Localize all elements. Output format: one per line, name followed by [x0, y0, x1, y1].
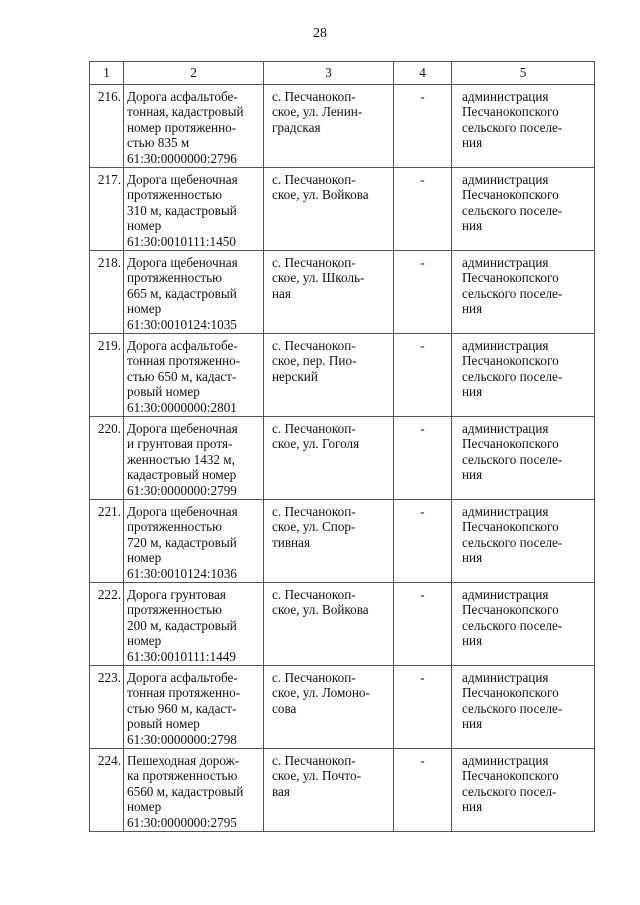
- cell-line: номер: [127, 301, 162, 317]
- object-description: [124, 417, 264, 500]
- cell-line: 61:30:0000000:2795: [127, 814, 237, 830]
- cell-line: Песчанокопского: [462, 436, 559, 452]
- cell-line: с. Песчанокоп-: [272, 421, 356, 436]
- object-address: [264, 168, 394, 251]
- cell-line: 310 м, кадастровый: [127, 202, 237, 218]
- rights-holder: [452, 749, 595, 832]
- object-description: [124, 251, 264, 334]
- cell-line: 61:30:0010111:1450: [127, 233, 236, 249]
- cell-line: ское, ул. Ленин-: [272, 104, 363, 120]
- row-number: 224.: [90, 749, 124, 832]
- table-row: [90, 168, 595, 251]
- cell-line: 61:30:0010124:1035: [127, 316, 237, 332]
- cell-line: ское, ул. Войкова: [272, 602, 369, 618]
- cell-line: с. Песчанокоп-: [272, 753, 356, 768]
- cell-line: протяженностью: [127, 187, 223, 203]
- row-number: 219.: [90, 334, 124, 417]
- cell-line: Песчанокопского: [462, 768, 559, 784]
- cell-line: администрация: [462, 670, 549, 685]
- cell-line: Дорога асфальтобе-: [127, 670, 238, 685]
- rights-holder: [452, 334, 595, 417]
- cell-line: 665 м, кадастровый: [127, 285, 237, 301]
- column-header-4: 4: [394, 62, 452, 85]
- column-4-value: -: [394, 583, 452, 666]
- cell-line: Песчанокопского: [462, 685, 559, 701]
- table-row: [90, 251, 595, 334]
- cell-line: вая: [272, 783, 290, 799]
- cell-line: номер: [127, 218, 162, 234]
- object-address: [264, 583, 394, 666]
- cell-line: Дорога щебеночная: [127, 255, 238, 270]
- cell-line: сельского поселе-: [462, 368, 563, 384]
- cell-line: сельского поселе-: [462, 285, 563, 301]
- cell-line: сельского поселе-: [462, 202, 563, 218]
- cell-line: Песчанокопского: [462, 270, 559, 286]
- cell-line: 61:30:0000000:2796: [127, 150, 237, 166]
- table-row: [90, 500, 595, 583]
- object-description: [124, 334, 264, 417]
- cell-line: номер: [127, 550, 162, 566]
- table-row: [90, 334, 595, 417]
- object-address: [264, 85, 394, 168]
- cell-line: администрация: [462, 172, 549, 187]
- cell-line: с. Песчанокоп-: [272, 587, 356, 602]
- cell-line: ная: [272, 285, 291, 301]
- row-number: 221.: [90, 500, 124, 583]
- object-description: [124, 500, 264, 583]
- cell-line: ния: [462, 135, 483, 151]
- table-row: [90, 749, 595, 832]
- cell-line: администрация: [462, 89, 549, 104]
- row-number: 220.: [90, 417, 124, 500]
- row-number: 223.: [90, 666, 124, 749]
- cell-line: стью 960 м, кадаст-: [127, 700, 237, 716]
- cell-line: сельского поселе-: [462, 617, 563, 633]
- cell-line: Дорога грунтовая: [127, 587, 226, 602]
- object-address: [264, 251, 394, 334]
- cell-line: администрация: [462, 255, 549, 270]
- cell-line: 61:30:0000000:2801: [127, 399, 237, 415]
- cell-line: и грунтовая протя-: [127, 436, 233, 452]
- page-number: 28: [313, 26, 327, 41]
- cell-line: администрация: [462, 421, 549, 436]
- object-description: [124, 85, 264, 168]
- object-address: [264, 334, 394, 417]
- column-header-2: 2: [124, 62, 264, 85]
- cell-line: Песчанокопского: [462, 104, 559, 120]
- row-number: 217.: [90, 168, 124, 251]
- column-4-value: -: [394, 500, 452, 583]
- cell-line: ния: [462, 384, 483, 400]
- cell-line: сельского поселе-: [462, 119, 563, 135]
- cell-line: ское, ул. Спор-: [272, 519, 356, 535]
- cell-line: 61:30:0000000:2799: [127, 482, 237, 498]
- cell-line: кадастровый номер: [127, 467, 237, 483]
- cell-line: Дорога асфальтобе-: [127, 338, 238, 353]
- cell-line: 200 м, кадастровый: [127, 617, 237, 633]
- cell-line: ка протяженностью: [127, 768, 238, 784]
- cell-line: стью 650 м, кадаст-: [127, 368, 237, 384]
- cell-line: Дорога асфальтобе-: [127, 89, 238, 104]
- cell-line: сельского поселе-: [462, 534, 563, 550]
- cell-line: Песчанокопского: [462, 602, 559, 618]
- column-header-3: 3: [264, 62, 394, 85]
- cell-line: 6560 м, кадастровый: [127, 783, 244, 799]
- row-number: 216.: [90, 85, 124, 168]
- object-description: [124, 583, 264, 666]
- object-address: [264, 417, 394, 500]
- cell-line: тивная: [272, 534, 311, 550]
- cell-line: тонная протяженно-: [127, 353, 241, 369]
- object-description: [124, 168, 264, 251]
- cell-line: номер протяженно-: [127, 119, 237, 135]
- column-4-value: -: [394, 417, 452, 500]
- cell-line: с. Песчанокоп-: [272, 89, 356, 104]
- object-description: [124, 666, 264, 749]
- cell-line: тонная, кадастровый: [127, 104, 244, 120]
- object-description: [124, 749, 264, 832]
- cell-line: 61:30:0010111:1449: [127, 648, 236, 664]
- object-address: [264, 666, 394, 749]
- cell-line: ния: [462, 716, 483, 732]
- cell-line: администрация: [462, 587, 549, 602]
- cell-line: Пешеходная дорож-: [127, 753, 240, 768]
- row-number: 222.: [90, 583, 124, 666]
- cell-line: ния: [462, 467, 483, 483]
- rights-holder: [452, 666, 595, 749]
- cell-line: 720 м, кадастровый: [127, 534, 237, 550]
- cell-line: ское, ул. Войкова: [272, 187, 369, 203]
- cell-line: градская: [272, 119, 321, 135]
- column-header-5: 5: [452, 62, 595, 85]
- cell-line: ния: [462, 550, 483, 566]
- table-row: [90, 417, 595, 500]
- rights-holder: [452, 168, 595, 251]
- cell-line: ское, ул. Ломоно-: [272, 685, 370, 701]
- cell-line: 61:30:0010124:1036: [127, 565, 237, 581]
- cell-line: нерский: [272, 368, 318, 384]
- cell-line: протяженностью: [127, 519, 223, 535]
- cell-line: сельского посел-: [462, 783, 557, 799]
- cell-line: сельского поселе-: [462, 451, 563, 467]
- cell-line: ское, ул. Гоголя: [272, 436, 360, 452]
- rights-holder: [452, 85, 595, 168]
- cell-line: сельского поселе-: [462, 700, 563, 716]
- column-header-1: 1: [90, 62, 124, 85]
- cell-line: Дорога щебеночная: [127, 172, 238, 187]
- cell-line: 61:30:0000000:2798: [127, 731, 237, 747]
- cell-line: Песчанокопского: [462, 519, 559, 535]
- cell-line: ния: [462, 301, 483, 317]
- cell-line: с. Песчанокоп-: [272, 670, 356, 685]
- cell-line: женностью 1432 м,: [127, 451, 235, 467]
- cell-line: протяженностью: [127, 270, 223, 286]
- cell-line: Дорога щебеночная: [127, 421, 238, 436]
- cell-line: ния: [462, 218, 483, 234]
- rights-holder: [452, 500, 595, 583]
- column-4-value: -: [394, 251, 452, 334]
- cell-line: номер: [127, 799, 162, 815]
- column-4-value: -: [394, 168, 452, 251]
- cell-line: администрация: [462, 504, 549, 519]
- object-address: [264, 749, 394, 832]
- cell-line: ровый номер: [127, 384, 200, 400]
- object-address: [264, 500, 394, 583]
- cell-line: ния: [462, 633, 483, 649]
- cell-line: Песчанокопского: [462, 187, 559, 203]
- property-registry-table: [89, 61, 595, 832]
- cell-line: с. Песчанокоп-: [272, 338, 356, 353]
- cell-line: Дорога щебеночная: [127, 504, 238, 519]
- cell-line: Песчанокопского: [462, 353, 559, 369]
- cell-line: ское, ул. Почто-: [272, 768, 361, 784]
- cell-line: с. Песчанокоп-: [272, 172, 356, 187]
- table-row: [90, 583, 595, 666]
- cell-line: тонная протяженно-: [127, 685, 241, 701]
- cell-line: с. Песчанокоп-: [272, 255, 356, 270]
- table-row: [90, 85, 595, 168]
- cell-line: ское, ул. Школь-: [272, 270, 365, 286]
- row-number: 218.: [90, 251, 124, 334]
- column-4-value: -: [394, 749, 452, 832]
- rights-holder: [452, 251, 595, 334]
- cell-line: с. Песчанокоп-: [272, 504, 356, 519]
- table-row: [90, 666, 595, 749]
- table-header-row: [90, 62, 595, 85]
- column-4-value: -: [394, 666, 452, 749]
- cell-line: сова: [272, 700, 297, 716]
- cell-line: администрация: [462, 753, 549, 768]
- cell-line: администрация: [462, 338, 549, 353]
- rights-holder: [452, 583, 595, 666]
- column-4-value: -: [394, 85, 452, 168]
- cell-line: ровый номер: [127, 716, 200, 732]
- cell-line: номер: [127, 633, 162, 649]
- column-4-value: -: [394, 334, 452, 417]
- rights-holder: [452, 417, 595, 500]
- cell-line: ния: [462, 799, 483, 815]
- cell-line: протяженностью: [127, 602, 223, 618]
- cell-line: стью 835 м: [127, 135, 190, 151]
- cell-line: ское, пер. Пио-: [272, 353, 357, 369]
